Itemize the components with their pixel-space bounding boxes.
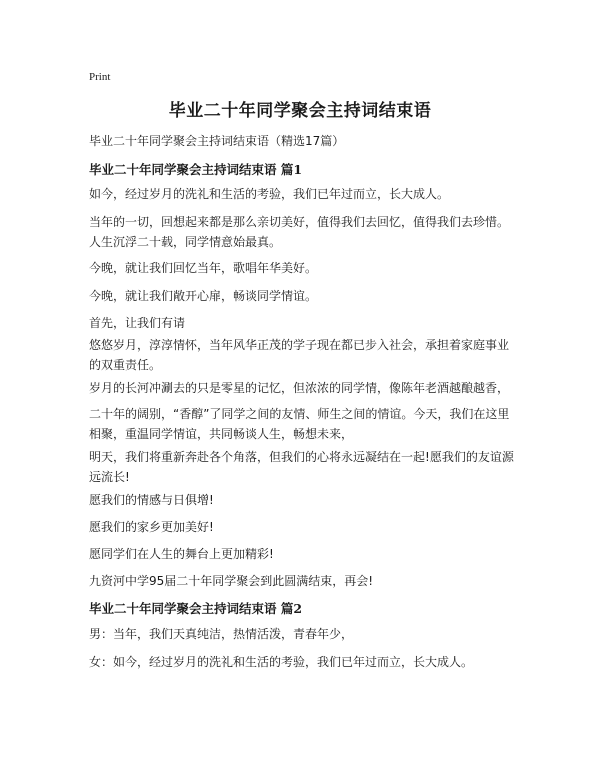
paragraph: 女：如今，经过岁月的洗礼和生活的考验，我们已年过而立，长大成人。: [89, 655, 474, 669]
paragraph: 悠悠岁月，淳淳情怀，当年风华正茂的学子现在都已步入社会，承担着家庭事业的双重责任。: [89, 338, 510, 372]
paragraph: 男：当年，我们天真纯洁，热情活泼，青春年少，: [89, 627, 354, 641]
paragraph: 今晚，就让我们回忆当年，歌唱年华美好。: [89, 261, 318, 275]
paragraph: 愿同学们在人生的舞台上更加精彩!: [89, 547, 274, 561]
paragraph: 当年的一切，回想起来都是那么亲切美好，值得我们去回忆，值得我们去珍惜。人生沉浮二十载，同学情意始最真。: [89, 215, 510, 249]
section-heading-2: 毕业二十年同学聚会主持词结束语 篇2: [89, 601, 303, 616]
paragraph: 九资河中学95届二十年同学聚会到此圆满结束，再会!: [89, 574, 374, 588]
document-title: 毕业二十年同学聚会主持词结束语: [168, 101, 432, 121]
paragraph: 今晚，就让我们敞开心扉，畅谈同学情谊。: [89, 289, 318, 303]
paragraph: 明天，我们将重新奔赴各个角落，但我们的心将永远凝结在一起!愿我们的友谊源远流长!: [89, 450, 514, 484]
paragraph: 如今，经过岁月的洗礼和生活的考验，我们已年过而立，长大成人。: [89, 187, 450, 201]
paragraph: 愿我们的家乡更加美好!: [89, 520, 214, 534]
paragraph: 首先，让我们有请: [89, 316, 186, 330]
paragraph: 愿我们的情感与日俱增!: [89, 493, 214, 507]
section-heading-1: 毕业二十年同学聚会主持词结束语 篇1: [89, 162, 303, 177]
print-label[interactable]: Print: [89, 71, 111, 83]
paragraph: 二十年的阔别，“香醇”了同学之间的友情、师生之间的情谊。今天，我们在这里相聚，重温同学情谊，共同畅谈人生，畅想未来，: [89, 407, 510, 441]
paragraph: 岁月的长河冲涮去的只是零星的记忆，但浓浓的同学情，像陈年老酒越酿越香，: [89, 381, 510, 395]
document-subtitle: 毕业二十年同学聚会主持词结束语（精选17篇）: [89, 134, 345, 148]
